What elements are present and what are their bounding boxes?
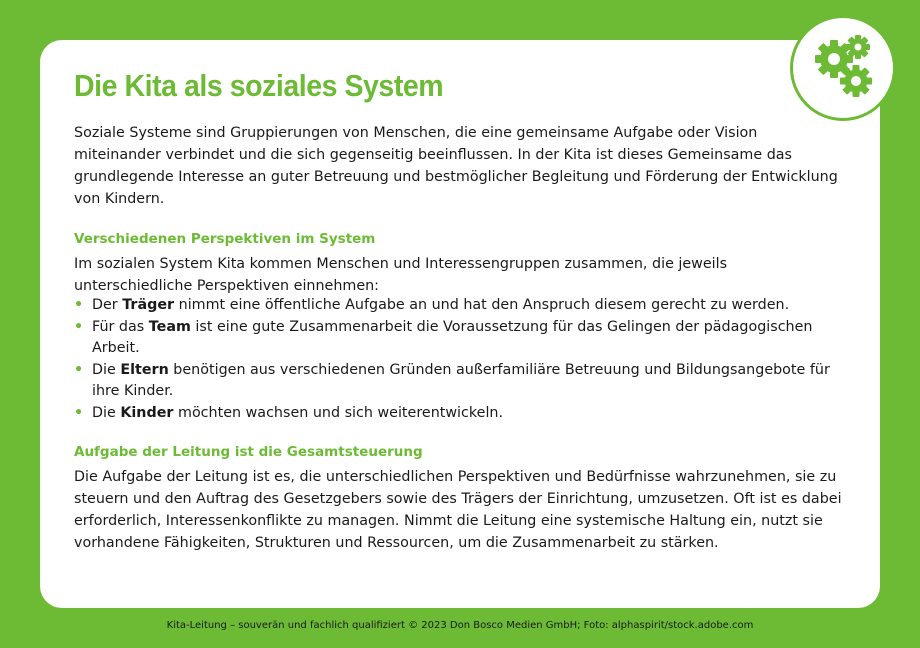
section-heading-perspektiven: Verschiedenen Perspektiven im System	[74, 231, 376, 247]
list-item: • Die Kinder möchten wachsen und sich weiterentwickeln.	[74, 403, 844, 424]
perspektiven-list	[74, 295, 844, 425]
bullet-icon: •	[74, 405, 84, 421]
bullet-icon: •	[74, 362, 84, 378]
gears-icon	[806, 31, 880, 105]
bullet-icon: •	[74, 319, 84, 335]
leitung-paragraph: Die Aufgabe der Leitung ist es, die unterschiedlichen Perspektiven und Bedürfnisse wahrzunehmen, sie zu steuern und den Auftrag des Gesetzgebers sowie des Trägers der Einrichtung, umzusetzen. Oft ist es dabei erforderlich, Interessenkonflikte zu managen. Nimmt die Leitung eine systemische Haltung ein, nutzt sie vorhandene Fähigkeiten, Strukturen und Ressourcen, um die Zusammenarbeit zu stärken.	[74, 469, 842, 551]
section-heading-leitung: Aufgabe der Leitung ist die Gesamtsteuerung	[74, 444, 423, 460]
intro-paragraph: Soziale Systeme sind Gruppierungen von Menschen, die eine gemeinsame Aufgabe oder Vision miteinander verbindet und die sich gegenseitig beeinflussen. In der Kita ist dieses Gemeinsame das grundlegende Interesse an guter Betreuung und bestmöglicher Begleitung und Förderung der Entwicklung von Kindern.	[74, 125, 838, 207]
gears-badge	[790, 15, 896, 121]
bullet-icon: •	[74, 297, 84, 313]
list-item: • Der Träger nimmt eine öffentliche Aufgabe an und hat den Anspruch diesem gerecht zu werden.	[74, 295, 844, 316]
perspektiven-intro: Im sozialen System Kita kommen Menschen und Interessengruppen zusammen, die jeweils unterschiedliche Perspektiven einnehmen:	[74, 256, 728, 294]
page-title: Die Kita als soziales System	[74, 68, 444, 103]
list-item: • Die Eltern benötigen aus verschiedenen Gründen außerfamiliäre Betreuung und Bildungsangebote für ihre Kinder.	[74, 362, 830, 399]
list-item: • Für das Team ist eine gute Zusammenarbeit die Voraussetzung für das Gelingen der pädagogischen Arbeit.	[74, 319, 813, 356]
footer-credit: Kita-Leitung – souverän und fachlich qualifiziert © 2023 Don Bosco Medien GmbH; Foto: alphaspirit/stock.adobe.com	[166, 620, 754, 631]
